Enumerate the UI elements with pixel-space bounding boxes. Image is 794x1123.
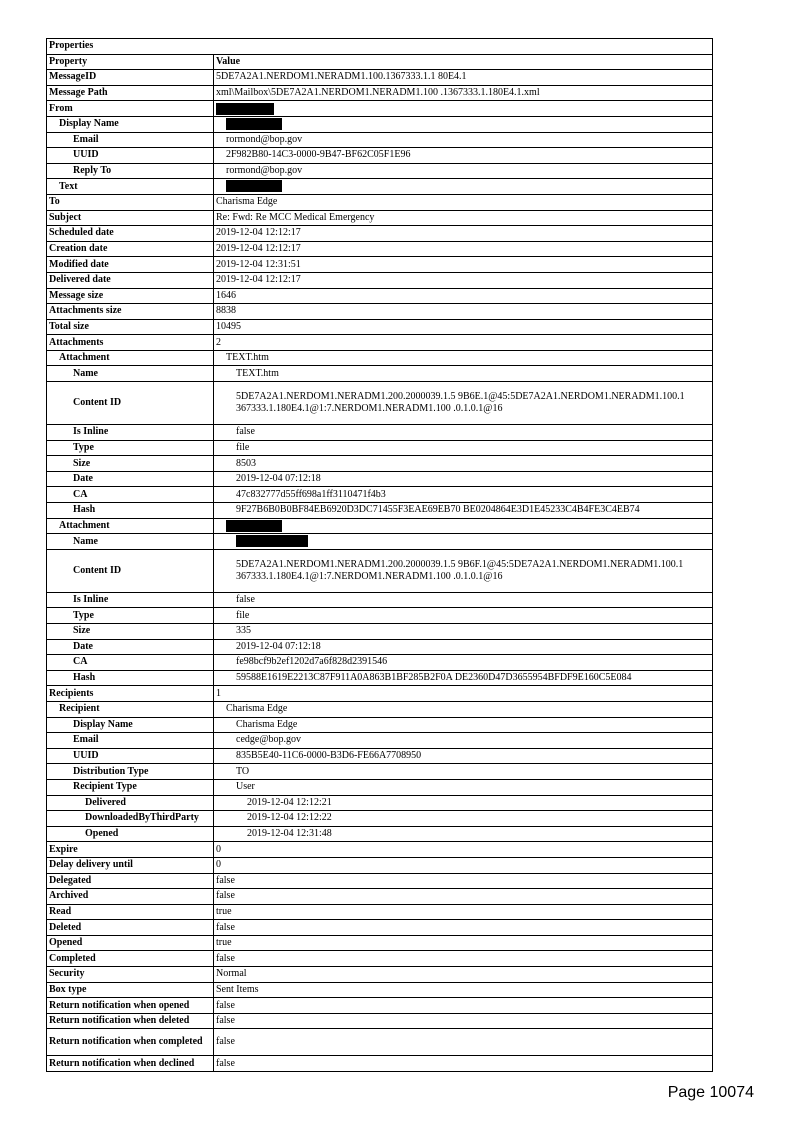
property-name: Is Inline (47, 425, 214, 441)
property-value: file (214, 608, 713, 624)
property-value: 835B5E40-11C6-0000-B3D6-FE66A7708950 (214, 748, 713, 764)
table-row (47, 592, 713, 608)
table-row (47, 132, 713, 148)
property-name: Return notification when declined (47, 1056, 214, 1072)
property-name: Delay delivery until (47, 857, 214, 873)
property-name: Delegated (47, 873, 214, 889)
property-name: Recipient Type (47, 779, 214, 795)
property-name: CA (47, 487, 214, 503)
table-row (47, 935, 713, 951)
redaction-block (226, 520, 282, 532)
property-name: DownloadedByThirdParty (47, 811, 214, 827)
property-name: Name (47, 534, 214, 550)
property-name: Hash (47, 670, 214, 686)
table-row (47, 179, 713, 195)
property-value: Charisma Edge (214, 194, 713, 210)
property-name: Subject (47, 210, 214, 226)
property-name: Attachment (47, 518, 214, 534)
table-row (47, 686, 713, 702)
property-value: 2 (214, 335, 713, 351)
property-value: Sent Items (214, 982, 713, 998)
table-row (47, 518, 713, 534)
property-value: 2019-12-04 12:12:17 (214, 241, 713, 257)
property-value: false (214, 592, 713, 608)
table-row (47, 116, 713, 132)
property-value: Normal (214, 967, 713, 983)
property-name: From (47, 101, 214, 117)
property-name: Scheduled date (47, 226, 214, 242)
property-value: 10495 (214, 319, 713, 335)
property-value: 0 (214, 857, 713, 873)
property-value: rormond@bop.gov (214, 163, 713, 179)
property-value: false (214, 1056, 713, 1072)
table-row (47, 440, 713, 456)
table-row (47, 70, 713, 86)
property-value: 1 (214, 686, 713, 702)
property-value (214, 179, 713, 195)
property-value (214, 116, 713, 132)
table-row (47, 701, 713, 717)
property-name: Message Path (47, 85, 214, 101)
table-row (47, 748, 713, 764)
property-name: Completed (47, 951, 214, 967)
table-row (47, 241, 713, 257)
property-name: MessageID (47, 70, 214, 86)
property-value: Re: Fwd: Re MCC Medical Emergency (214, 210, 713, 226)
property-value: false (214, 1013, 713, 1029)
property-name: Hash (47, 503, 214, 519)
table-row (47, 425, 713, 441)
property-name: Deleted (47, 920, 214, 936)
property-name: Delivered date (47, 272, 214, 288)
property-value (214, 534, 713, 550)
property-name: Return notification when opened (47, 998, 214, 1014)
property-name: Opened (47, 826, 214, 842)
table-row (47, 456, 713, 472)
table-row (47, 624, 713, 640)
property-name: Opened (47, 935, 214, 951)
property-name: Recipients (47, 686, 214, 702)
property-name: Return notification when completed (47, 1029, 214, 1056)
table-row (47, 608, 713, 624)
property-value: Charisma Edge (214, 717, 713, 733)
table-row (47, 1029, 713, 1056)
table-row (47, 967, 713, 983)
table-row (47, 210, 713, 226)
redaction-block (236, 535, 308, 547)
table-row (47, 257, 713, 273)
table-row (47, 335, 713, 351)
property-name: Date (47, 639, 214, 655)
table-row (47, 534, 713, 550)
property-value: 2019-12-04 12:12:17 (214, 272, 713, 288)
table-row (47, 811, 713, 827)
property-value: User (214, 779, 713, 795)
property-name: Content ID (47, 382, 214, 425)
redaction-block (226, 118, 282, 130)
table-row (47, 226, 713, 242)
property-name: Display Name (47, 116, 214, 132)
table-row (47, 288, 713, 304)
table-row (47, 366, 713, 382)
property-value: 9F27B6B0B0BF84EB6920D3DC71455F3EAE69EB70 BE0204864E3D1E45233C4B4FE3C4EB74 (214, 503, 713, 519)
property-value: TEXT.htm (214, 350, 713, 366)
table-row (47, 503, 713, 519)
property-name: Display Name (47, 717, 214, 733)
property-value: false (214, 425, 713, 441)
table-row (47, 670, 713, 686)
table-row (47, 795, 713, 811)
property-name: Distribution Type (47, 764, 214, 780)
property-name: Message size (47, 288, 214, 304)
property-name: Attachments size (47, 304, 214, 320)
property-value: 2019-12-04 12:31:51 (214, 257, 713, 273)
property-name: Text (47, 179, 214, 195)
table-row (47, 717, 713, 733)
property-name: UUID (47, 748, 214, 764)
header-value: Value (214, 54, 713, 70)
table-row (47, 319, 713, 335)
property-name: Name (47, 366, 214, 382)
property-name: Security (47, 967, 214, 983)
property-value: rormond@bop.gov (214, 132, 713, 148)
property-name: Email (47, 132, 214, 148)
table-row (47, 904, 713, 920)
table-row (47, 889, 713, 905)
property-name: Content ID (47, 549, 214, 592)
table-title: Properties (47, 39, 713, 55)
table-row (47, 655, 713, 671)
property-value: 2019-12-04 12:12:17 (214, 226, 713, 242)
table-row (47, 639, 713, 655)
table-row (47, 764, 713, 780)
property-value: cedge@bop.gov (214, 733, 713, 749)
table-row (47, 873, 713, 889)
table-row (47, 998, 713, 1014)
property-value: 2F982B80-14C3-0000-9B47-BF62C05F1E96 (214, 148, 713, 164)
table-row (47, 350, 713, 366)
property-name: To (47, 194, 214, 210)
property-name: Modified date (47, 257, 214, 273)
table-row (47, 779, 713, 795)
property-name: UUID (47, 148, 214, 164)
property-name: Email (47, 733, 214, 749)
table-row (47, 1013, 713, 1029)
property-value: 2019-12-04 07:12:18 (214, 639, 713, 655)
table-row (47, 857, 713, 873)
properties-table (46, 38, 713, 1072)
table-row (47, 982, 713, 998)
property-value: false (214, 920, 713, 936)
table-row (47, 304, 713, 320)
property-name: Archived (47, 889, 214, 905)
table-header-row (47, 54, 713, 70)
property-value: 0 (214, 842, 713, 858)
header-property: Property (47, 54, 214, 70)
property-name: Type (47, 440, 214, 456)
property-name: Size (47, 456, 214, 472)
property-name: Return notification when deleted (47, 1013, 214, 1029)
table-row (47, 194, 713, 210)
table-title-row (47, 39, 713, 55)
property-name: Expire (47, 842, 214, 858)
table-row (47, 85, 713, 101)
property-value: TO (214, 764, 713, 780)
property-value: 2019-12-04 12:12:22 (214, 811, 713, 827)
property-value: false (214, 951, 713, 967)
property-name: CA (47, 655, 214, 671)
table-row (47, 471, 713, 487)
table-row (47, 101, 713, 117)
property-value: 47c832777d55ff698a1ff3110471f4b3 (214, 487, 713, 503)
property-value: file (214, 440, 713, 456)
property-value: 1646 (214, 288, 713, 304)
property-value: 5DE7A2A1.NERDOM1.NERADM1.200.2000039.1.5 9B6F.1@45:5DE7A2A1.NERDOM1.NERADM1.100.1 367333.1.180E4.1@1:7.NERDOM1.NERADM1.100 .0.1.0.1@16 (214, 549, 713, 592)
property-value: 335 (214, 624, 713, 640)
property-name: Is Inline (47, 592, 214, 608)
table-row (47, 1056, 713, 1072)
property-value: false (214, 1029, 713, 1056)
property-value: Charisma Edge (214, 701, 713, 717)
property-value: fe98bcf9b2ef1202d7a6f828d2391546 (214, 655, 713, 671)
property-value: 59588E1619E2213C87F911A0A863B1BF285B2F0A DE2360D47D3655954BFDF9E160C5E084 (214, 670, 713, 686)
property-value (214, 101, 713, 117)
property-name: Size (47, 624, 214, 640)
property-name: Type (47, 608, 214, 624)
table-row (47, 842, 713, 858)
table-row (47, 163, 713, 179)
table-row (47, 951, 713, 967)
property-value: TEXT.htm (214, 366, 713, 382)
property-value: 8838 (214, 304, 713, 320)
property-name: Total size (47, 319, 214, 335)
property-value: true (214, 904, 713, 920)
redaction-block (216, 103, 274, 115)
redaction-block (226, 180, 282, 192)
table-row (47, 382, 713, 425)
page-number: Page 10074 (667, 1084, 754, 1101)
property-value: false (214, 998, 713, 1014)
property-value (214, 518, 713, 534)
property-value: false (214, 889, 713, 905)
property-value: 2019-12-04 12:31:48 (214, 826, 713, 842)
property-value: xml\Mailbox\5DE7A2A1.NERDOM1.NERADM1.100 .1367333.1.180E4.1.xml (214, 85, 713, 101)
table-row (47, 920, 713, 936)
table-row (47, 549, 713, 592)
property-value: false (214, 873, 713, 889)
table-row (47, 272, 713, 288)
property-value: 5DE7A2A1.NERDOM1.NERADM1.200.2000039.1.5 9B6E.1@45:5DE7A2A1.NERDOM1.NERADM1.100.1 367333.1.180E4.1@1:7.NERDOM1.NERADM1.100 .0.1.0.1@16 (214, 382, 713, 425)
property-name: Date (47, 471, 214, 487)
table-row (47, 148, 713, 164)
property-value: 8503 (214, 456, 713, 472)
property-name: Attachments (47, 335, 214, 351)
property-name: Creation date (47, 241, 214, 257)
property-value: 2019-12-04 12:12:21 (214, 795, 713, 811)
table-row (47, 826, 713, 842)
property-value: 5DE7A2A1.NERDOM1.NERADM1.100.1367333.1.1 80E4.1 (214, 70, 713, 86)
property-value: 2019-12-04 07:12:18 (214, 471, 713, 487)
property-name: Read (47, 904, 214, 920)
property-name: Box type (47, 982, 214, 998)
property-name: Delivered (47, 795, 214, 811)
property-name: Reply To (47, 163, 214, 179)
table-row (47, 733, 713, 749)
property-value: true (214, 935, 713, 951)
property-name: Attachment (47, 350, 214, 366)
table-row (47, 487, 713, 503)
property-name: Recipient (47, 701, 214, 717)
